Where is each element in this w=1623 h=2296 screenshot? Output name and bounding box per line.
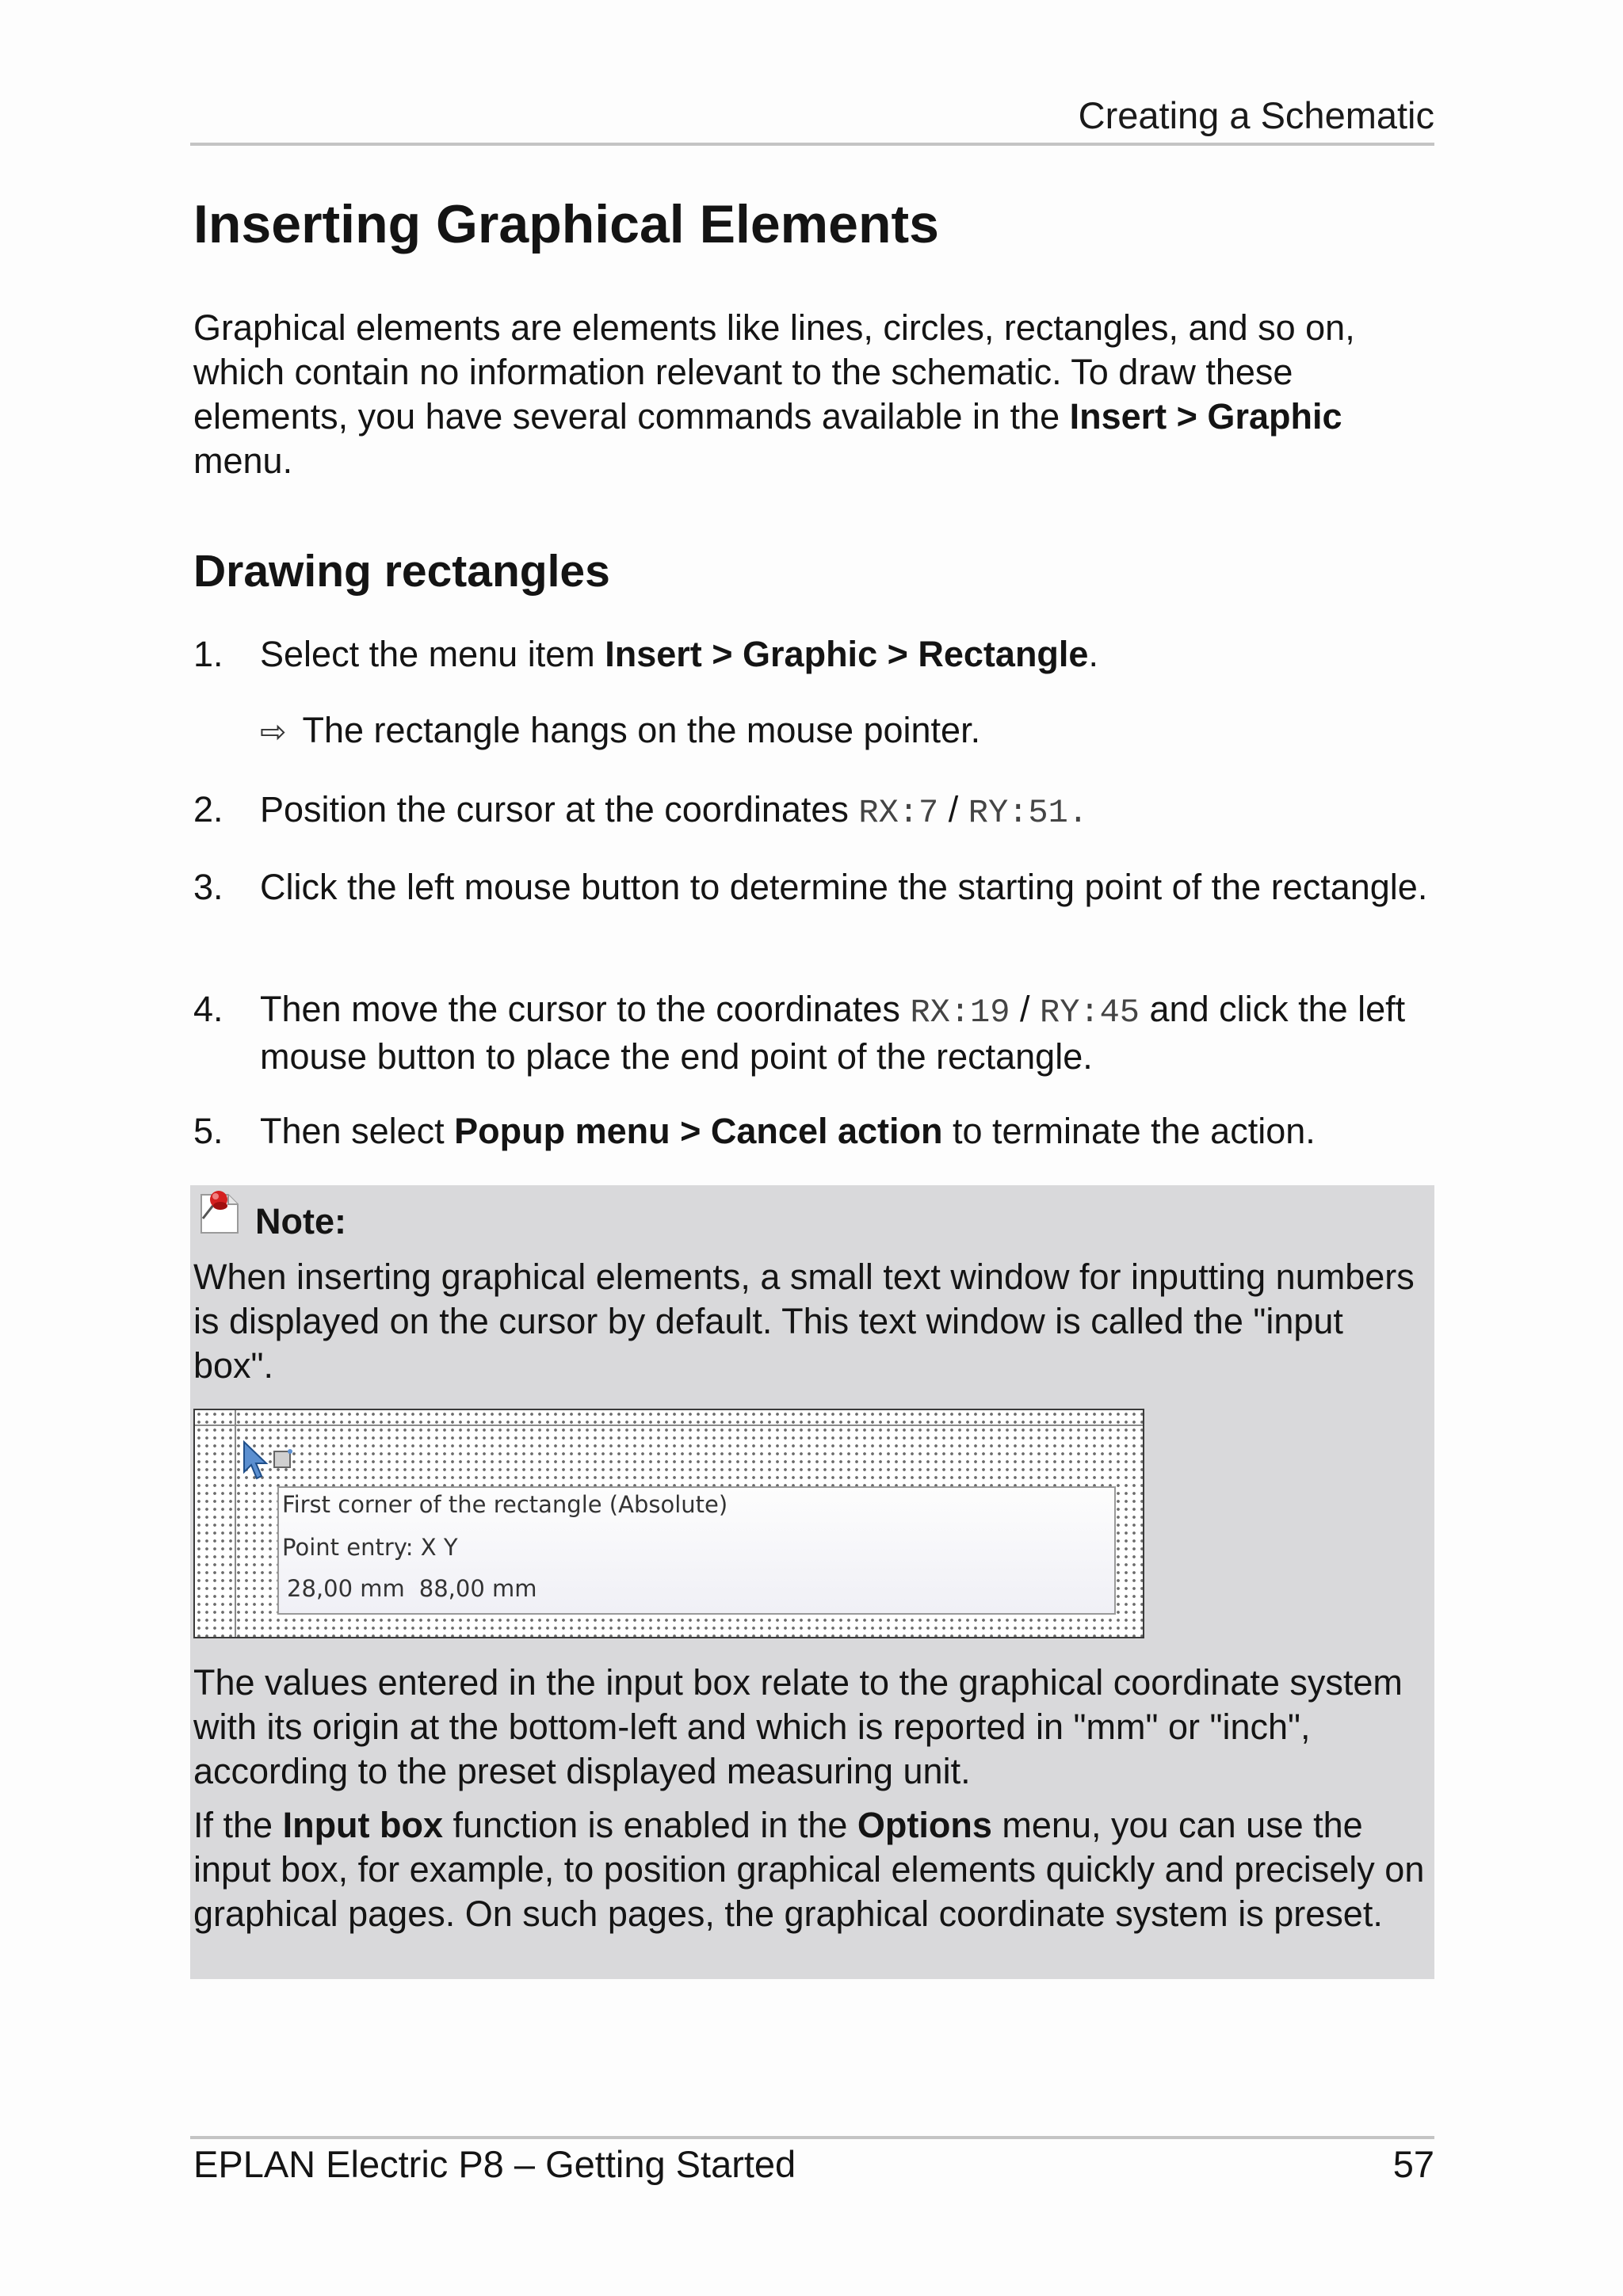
intro-paragraph	[193, 306, 1430, 483]
step-text-pre: Position the cursor at the coordinates	[260, 789, 859, 830]
note-text-pre: If the	[193, 1805, 283, 1845]
step-number: 5.	[193, 1111, 223, 1151]
mouse-pointer-icon	[242, 1440, 269, 1483]
step-text-pre: Then move the cursor to the coordinates	[260, 989, 911, 1029]
note-title: Note:	[255, 1201, 346, 1241]
note-text-mid: function is enabled in the	[443, 1805, 857, 1845]
step-result	[260, 708, 980, 754]
step-text-post: and click the left mouse button to place the end point of the rectangle.	[260, 989, 1406, 1077]
footer-rule	[190, 2136, 1434, 2139]
step-text	[260, 1109, 1434, 1154]
step-text: Click the left mouse button to determine the starting point of the rectangle.	[260, 867, 1428, 907]
coordinate-rx: RX:7	[858, 794, 939, 832]
rectangle-tool-icon	[271, 1447, 295, 1470]
input-box-values	[287, 1575, 537, 1602]
input-box-screenshot	[193, 1409, 1144, 1638]
step-number: 2.	[193, 789, 223, 830]
note-paragraph-1: When inserting graphical elements, a small text window for inputting numbers is displayed on the cursor by default. This text window is called the "input box".	[193, 1257, 1415, 1386]
step-number: 4.	[193, 989, 223, 1029]
step-number: 1.	[193, 634, 223, 674]
step-menu-path: Popup menu > Cancel action	[454, 1111, 943, 1151]
intro-menu-path: Insert > Graphic	[1069, 396, 1342, 437]
coordinate-ry: RY:45	[1039, 994, 1140, 1032]
pushpin-note-icon	[197, 1187, 242, 1236]
running-header: Creating a Schematic	[1078, 94, 1434, 136]
note-box	[190, 1185, 1434, 1979]
footer-title: EPLAN Electric P8 – Getting Started	[193, 2143, 796, 2185]
intro-suffix: menu.	[193, 441, 293, 481]
note-paragraph-2: The values entered in the input box relate to the graphical coordinate system with its origin at the bottom-left and which is reported in "mm" or "inch", according to the preset displayed measuring unit.	[193, 1662, 1403, 1791]
coordinate-ry: RY:51	[968, 794, 1068, 832]
coordinate-separator: /	[938, 789, 968, 830]
screenshot-top-ruler	[195, 1410, 1143, 1426]
step-text-post: to terminate the action.	[942, 1111, 1316, 1151]
step-menu-path: Insert > Graphic > Rectangle	[605, 634, 1089, 674]
step-text-post: .	[1088, 634, 1098, 674]
step-text-post: .	[1067, 794, 1089, 832]
note-header	[190, 1187, 666, 1242]
coordinate-rx: RX:19	[910, 994, 1010, 1032]
page-number: 57	[1392, 2143, 1434, 2185]
step-text	[260, 987, 1434, 1079]
note-text-post: menu, you can use the input box, for example, to position graphical elements quickly and precisely on graphical pages. On such pages, the graphical coordinate system is preset.	[193, 1805, 1425, 1934]
step-text-pre: Select the menu item	[260, 634, 605, 674]
subsection-title: Drawing rectangles	[193, 546, 610, 597]
input-box-value-x[interactable]: 28,00 mm	[287, 1575, 405, 1602]
note-paragraph-3	[193, 1803, 1430, 1936]
input-box-function: Input box	[282, 1805, 444, 1845]
coordinate-separator: /	[1010, 989, 1040, 1029]
screenshot-left-ruler	[195, 1410, 236, 1637]
header-rule	[190, 143, 1434, 146]
result-text: The rectangle hangs on the mouse pointer.	[302, 710, 981, 750]
section-title: Inserting Graphical Elements	[193, 194, 939, 254]
options-menu: Options	[857, 1805, 992, 1845]
step-text-pre: Then select	[260, 1111, 455, 1151]
step-text	[260, 632, 1434, 677]
step-text	[260, 788, 1434, 835]
input-box-title: First corner of the rectangle (Absolute)	[282, 1491, 728, 1518]
intro-text: Graphical elements are elements like lines, circles, rectangles, and so on, which contain no information relevant to the schematic. To draw these elements, you have several commands available in the	[193, 307, 1355, 437]
input-box-value-y[interactable]: 88,00 mm	[418, 1575, 537, 1602]
input-box[interactable]	[277, 1486, 1116, 1615]
step-number: 3.	[193, 867, 223, 907]
result-arrow-icon: ⇨	[260, 715, 287, 749]
input-box-label: Point entry: X Y	[282, 1534, 458, 1561]
